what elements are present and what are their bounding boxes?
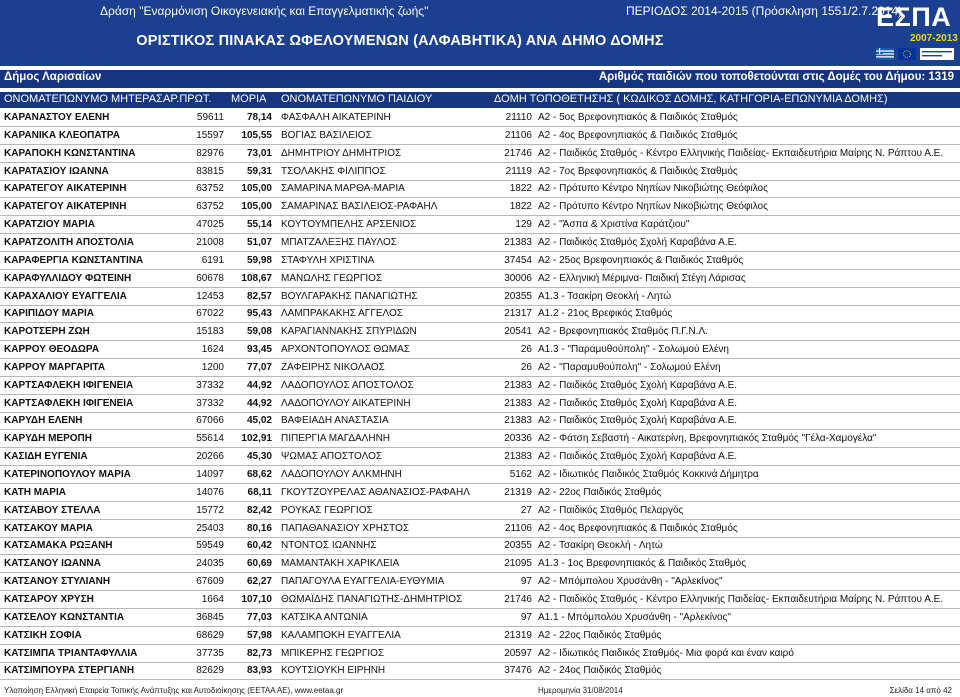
footer-page: Σελίδα 14 από 42 [889, 686, 952, 695]
structure-code: 21383 [504, 379, 532, 391]
protocol-number: 82976 [196, 147, 224, 159]
table-row [0, 235, 960, 251]
structure-code: 20336 [504, 433, 532, 445]
child-name: ΚΑΡΑΓΙΑΝΝΑΚΗΣ ΣΠΥΡΙΔΩΝ [281, 326, 417, 338]
structure-name: Α2 - 24ος Παιδικός Σταθμός [538, 665, 662, 677]
child-name: ΜΑΜΑΝΤΑΚΗ ΧΑΡΙΚΛΕΙΑ [281, 558, 400, 570]
row-divider [0, 394, 960, 395]
structure-name: Α2 - 22ος Παιδικός Σταθμός [538, 629, 662, 641]
child-name: ΚΟΥΤΣΙΟΥΚΗ ΕΙΡΗΝΗ [281, 665, 386, 677]
structure-code: 97 [520, 576, 532, 588]
mother-name: ΚΑΡΥΔΗ ΜΕΡΟΠΗ [4, 433, 92, 445]
points: 82,73 [246, 647, 272, 659]
structure-name: Α2 - Φάτση Σεβαστή - Αικατερίνη, Βρεφονηπιακός Σταθμός "Γέλα-Χαμογέλα" [538, 433, 877, 445]
structure-name: Α2 - Μπόμπολου Χρυσάνθη - "Αρλεκίνος" [538, 576, 723, 588]
points: 44,92 [246, 379, 272, 391]
period-text: ΠΕΡΙΟΔΟΣ 2014-2015 (Πρόσκληση 1551/2.7.2014) [626, 4, 903, 18]
structure-code: 21106 [504, 129, 532, 141]
points: 45,02 [246, 415, 272, 427]
structure-name: Α1.1 - Μπόμπολου Χρυσάνθη - "Αρλεκίνος" [538, 611, 731, 623]
table-row [0, 592, 960, 608]
points: 62,27 [246, 576, 272, 588]
mother-name: ΚΑΡΑΠΟΚΗ ΚΩΝΣΤΑΝΤΙΝΑ [4, 147, 136, 159]
structure-code: 21119 [505, 165, 532, 177]
mother-name: ΚΑΤΣΑΝΟΥ ΙΩΑΝΝΑ [4, 558, 101, 570]
mother-name: ΚΑΡΑΝΑΣΤΟΥ ΕΛΕΝΗ [4, 112, 110, 123]
row-divider [0, 144, 960, 145]
mother-name: ΚΑΡΤΣΑΦΛΕΚΗ ΙΦΙΓΕΝΕΙΑ [4, 379, 134, 391]
structure-name: Α2 - 4ος Βρεφονηπιακός & Παιδικός Σταθμός [538, 522, 738, 534]
child-name: ΦΑΣΦΑΛΗ ΑΙΚΑΤΕΡΙΝΗ [281, 112, 391, 123]
structure-code: 21095 [504, 558, 532, 570]
row-divider [0, 233, 960, 234]
points: 95,43 [246, 308, 272, 320]
child-name: ΜΑΝΩΛΗΣ ΓΕΩΡΓΙΟΣ [281, 272, 383, 284]
points: 59,08 [246, 326, 272, 338]
municipality-name: Δήμος Λαρισαίων [4, 71, 102, 83]
structure-code: 20541 [504, 326, 532, 338]
col-mother-name: ΟΝΟΜΑΤΕΠΩΝΥΜΟ ΜΗΤΕΡΑΣ [4, 93, 163, 105]
footer-left: Υλοποίηση Ελληνική Εταιρεία Τοπικής Ανάπτυξης και Αυτοδιοίκησης (ΕΕΤΑΑ ΑΕ), www.eetaa.gr [4, 686, 344, 695]
mother-name: ΚΑΡΙΠΙΔΟΥ ΜΑΡΙΑ [4, 308, 94, 320]
child-name: ΤΣΟΛΑΚΗΣ ΦΙΛΙΠΠΟΣ [281, 165, 386, 177]
protocol-number: 36845 [196, 611, 224, 623]
table-row [0, 378, 960, 394]
row-divider [0, 447, 960, 448]
child-name: ΜΠΙΚΕΡΗΣ ΓΕΩΡΓΙΟΣ [281, 647, 385, 659]
structure-name: Α1.3 - "Παραμυθούπολη" - Σολωμού Ελένη [538, 344, 729, 356]
protocol-number: 15597 [196, 129, 224, 141]
row-divider [0, 197, 960, 198]
protocol-number: 83815 [196, 165, 224, 177]
table-row [0, 217, 960, 233]
structure-code: 21319 [504, 629, 532, 641]
structure-code: 26 [520, 344, 532, 356]
table-row [0, 271, 960, 287]
structure-code: 21110 [505, 112, 532, 123]
protocol-number: 37332 [196, 379, 224, 391]
mother-name: ΚΑΤΣΑΒΟΥ ΣΤΕΛΛΑ [4, 504, 101, 516]
row-divider [0, 376, 960, 377]
structure-name: Α2 - Ιδιωτικός Παιδικός Σταθμός- Μια φορά και έναν καιρό [538, 647, 794, 659]
col-protocol: ΑΡ.ΠΡΩΤ. [163, 93, 212, 105]
row-divider [0, 626, 960, 627]
points: 45,30 [246, 451, 272, 463]
points: 59,98 [246, 254, 272, 266]
points: 93,45 [246, 344, 272, 356]
child-name: ΜΠΑΤΖΑΛΕΞΗΣ ΠΑΥΛΟΣ [281, 236, 397, 248]
mother-name: ΚΑΡΤΣΑΦΛΕΚΗ ΙΦΙΓΕΝΕΙΑ [4, 397, 134, 409]
child-name: ΒΑΦΕΙΑΔΗ ΑΝΑΣΤΑΣΙΑ [281, 415, 389, 427]
protocol-number: 60678 [196, 272, 224, 284]
points: 59,31 [246, 165, 272, 177]
points: 82,57 [246, 290, 272, 302]
child-name: ΠΑΠΑΓΟΥΛΑ ΕΥΑΓΓΕΛΙΑ-ΕΥΘΥΜΙΑ [281, 576, 445, 588]
row-divider [0, 554, 960, 555]
table-row [0, 289, 960, 305]
child-name: ΖΑΦΕΙΡΗΣ ΝΙΚΟΛΑΟΣ [281, 361, 385, 373]
protocol-number: 59549 [196, 540, 224, 552]
table-row [0, 503, 960, 519]
structure-code: 21746 [504, 147, 532, 159]
child-name: ΛΑΜΠΡΑΚΑΚΗΣ ΑΓΓΕΛΟΣ [281, 308, 403, 320]
structure-name: Α2 - 7ος Βρεφονηπιακός & Παιδικός Σταθμός [538, 165, 738, 177]
points: 57,98 [246, 629, 272, 641]
mother-name: ΚΑΤΕΡΙΝΟΠΟΥΛΟΥ ΜΑΡΙΑ [4, 469, 131, 480]
row-divider [0, 465, 960, 466]
structure-name: Α2 - Παιδικός Σταθμός Σχολή Καραβάνα Α.Ε. [538, 379, 738, 391]
table-row [0, 521, 960, 537]
mother-name: ΚΑΤΣΕΛΟΥ ΚΩΝΣΤΑΝΤΙΑ [4, 611, 125, 623]
structure-code: 21383 [504, 415, 532, 427]
espa-logo [872, 2, 958, 64]
structure-name: Α2 - 22ος Παιδικός Σταθμός [538, 486, 662, 498]
protocol-number: 37735 [196, 647, 224, 659]
protocol-number: 63752 [196, 183, 224, 195]
mother-name: ΚΑΤΗ ΜΑΡΙΑ [4, 486, 66, 498]
table-row [0, 396, 960, 412]
row-divider [0, 662, 960, 663]
structure-name: Α2 - Παιδικός Σταθμός Σχολή Καραβάνα Α.Ε. [538, 451, 738, 463]
page-footer [0, 684, 960, 697]
protocol-number: 15183 [196, 326, 224, 338]
protocol-number: 21008 [196, 236, 224, 248]
mother-name: ΚΑΤΣΙΚΗ ΣΟΦΙΑ [4, 629, 82, 641]
protocol-number: 20266 [196, 451, 224, 463]
mother-name: ΚΑΡΑΤΕΓΟΥ ΑΙΚΑΤΕΡΙΝΗ [4, 201, 127, 213]
row-divider [0, 483, 960, 484]
structure-code: 1822 [509, 183, 532, 195]
structure-name: Α1.2 - 21ος Βρεφικός Σταθμός [538, 308, 673, 320]
structure-name: Α2 - Παιδικός Σταθμός Πελαργός [538, 504, 684, 516]
row-divider [0, 679, 960, 680]
child-name: ΘΩΜΑΪΔΗΣ ΠΑΝΑΓΙΩΤΗΣ-ΔΗΜΗΤΡΙΟΣ [281, 593, 463, 605]
points: 68,62 [246, 469, 272, 480]
row-divider [0, 251, 960, 252]
table-row [0, 253, 960, 269]
child-name: ΚΑΤΣΙΚΑ ΑΝΤΩΝΙΑ [281, 611, 368, 623]
row-divider [0, 162, 960, 163]
mother-name: ΚΑΣΙΔΗ ΕΥΓΕΝΙΑ [4, 451, 88, 463]
table-row [0, 556, 960, 572]
protocol-number: 6191 [201, 254, 224, 266]
protocol-number: 63752 [196, 201, 224, 213]
page-title: ΟΡΙΣΤΙΚΟΣ ΠΙΝΑΚΑΣ ΩΦΕΛΟΥΜΕΝΩΝ (ΑΛΦΑΒΗΤΙΚΑ) ΑΝΑ ΔΗΜΟ ΔΟΜΗΣ [136, 33, 664, 49]
municipality-bar [0, 70, 960, 88]
child-name: ΠΑΠΑΘΑΝΑΣΙΟΥ ΧΡΗΣΤΟΣ [281, 522, 410, 534]
col-structure: ΔΟΜΗ ΤΟΠΟΘΕΤΗΣΗΣ ( ΚΩΔΙΚΟΣ ΔΟΜΗΣ, ΚΑΤΗΓΟΡΙΑ-ΕΠΩΝΥΜΙΑ ΔΟΜΗΣ) [494, 93, 888, 105]
protocol-number: 67066 [196, 415, 224, 427]
table-row [0, 663, 960, 679]
points: 107,10 [241, 593, 272, 605]
mother-name: ΚΑΤΣΑΚΟΥ ΜΑΡΙΑ [4, 522, 93, 534]
table-row [0, 306, 960, 322]
col-child-name: ΟΝΟΜΑΤΕΠΩΝΥΜΟ ΠΑΙΔΙΟΥ [281, 93, 433, 105]
points: 83,93 [246, 665, 272, 677]
mother-name: ΚΑΡΑΤΖΟΛΙΤΗ ΑΠΟΣΤΟΛΙΑ [4, 236, 135, 248]
row-divider [0, 590, 960, 591]
child-name: ΚΟΥΤΟΥΜΠΕΛΗΣ ΑΡΣΕΝΙΟΣ [281, 219, 417, 231]
structure-name: Α2 - Τσακίρη Θεοκλή - Λητώ [538, 540, 663, 552]
protocol-number: 25403 [196, 522, 224, 534]
structure-code: 1822 [509, 201, 532, 213]
child-name: ΛΑΔΟΠΟΥΛΟΥ ΑΛΚΜΗΝΗ [281, 469, 402, 480]
flags-icon [876, 48, 956, 60]
child-name: ΡΟΥΚΑΣ ΓΕΩΡΓΙΟΣ [281, 504, 373, 516]
structure-code: 20597 [504, 647, 532, 659]
mother-name: ΚΑΤΣΑΜΑΚΑ ΡΩΞΑΝΗ [4, 540, 113, 552]
child-name: ΨΩΜΑΣ ΑΠΟΣΤΟΛΟΣ [281, 451, 383, 463]
mother-name: ΚΑΤΣΑΝΟΥ ΣΤΥΛΙΑΝΗ [4, 576, 111, 588]
row-divider [0, 644, 960, 645]
structure-name: Α2 - Ελληνική Μέριμνα- Παιδική Στέγη Λάρισας [538, 272, 746, 284]
table-row [0, 199, 960, 215]
protocol-number: 68629 [196, 629, 224, 641]
structure-code: 21383 [504, 397, 532, 409]
footer-date: Ημερομηνία 31/08/2014 [538, 686, 623, 695]
protocol-number: 15772 [196, 504, 224, 516]
protocol-number: 37332 [196, 397, 224, 409]
structure-code: 21746 [504, 593, 532, 605]
mother-name: ΚΑΡΡΟΥ ΜΑΡΓΑΡΙΤΑ [4, 361, 106, 373]
table-row [0, 128, 960, 144]
mother-name: ΚΑΡΑΧΑΛΙΟΥ ΕΥΑΓΓΕΛΙΑ [4, 290, 127, 302]
structure-code: 21383 [504, 451, 532, 463]
mother-name: ΚΑΡΑΤΑΣΙΟΥ ΙΩΑΝΝΑ [4, 165, 109, 177]
structure-name: Α2 - 5ος Βρεφονηπιακός & Παιδικός Σταθμός [538, 112, 738, 123]
child-name: ΠΙΠΕΡΓΙΑ ΜΑΓΔΑΛΗΝΗ [281, 433, 391, 445]
structure-name: Α2 - Βρεφονηπιακός Σταθμός Π.Γ.Ν.Λ. [538, 326, 708, 338]
table-row [0, 574, 960, 590]
points: 78,14 [246, 112, 272, 123]
structure-code: 5162 [509, 469, 532, 480]
structure-name: Α2 - Παιδικός Σταθμός - Κέντρο Ελληνικής Παιδείας- Εκπαιδευτήρια Μαίρης Ν. Ράπτου Α.Ε. [538, 593, 944, 605]
protocol-number: 24035 [196, 558, 224, 570]
child-name: ΣΤΑΦΥΛΗ ΧΡΙΣΤΙΝΑ [281, 254, 375, 266]
row-divider [0, 412, 960, 413]
mother-name: ΚΑΡΡΟΥ ΘΕΟΔΩΡΑ [4, 344, 100, 356]
points: 51,07 [246, 236, 272, 248]
structure-name: Α2 - Πρότυπο Κέντρο Νηπίων Νικοβιώτης Θεόφιλος [538, 183, 768, 195]
row-divider [0, 608, 960, 609]
row-divider [0, 501, 960, 502]
row-divider [0, 215, 960, 216]
points: 108,67 [241, 272, 272, 284]
col-points: ΜΟΡΙΑ [231, 93, 267, 105]
structure-name: Α2 - "Παραμυθούπολη" - Σολωμού Ελένη [538, 361, 721, 373]
mother-name: ΚΑΡΑΝΙΚΑ ΚΛΕΟΠΑΤΡΑ [4, 129, 121, 141]
row-divider [0, 322, 960, 323]
row-divider [0, 537, 960, 538]
table-row [0, 646, 960, 662]
table-row [0, 110, 960, 126]
row-divider [0, 180, 960, 181]
table-row [0, 360, 960, 376]
row-divider [0, 519, 960, 520]
mother-name: ΚΑΡΟΤΣΕΡΗ ΖΩΗ [4, 326, 90, 338]
mother-name: ΚΑΡΑΤΖΙΟΥ ΜΑΡΙΑ [4, 219, 95, 231]
table-row [0, 449, 960, 465]
points: 55,14 [246, 219, 272, 231]
table-row [0, 164, 960, 180]
logo-years: 2007-2013 [910, 33, 958, 44]
points: 105,00 [241, 201, 272, 213]
points: 44,92 [246, 397, 272, 409]
children-count: Αριθμός παιδιών που τοποθετούνται στις Δομές του Δήμου: 1319 [598, 71, 954, 83]
table-row [0, 324, 960, 340]
protocol-number: 14097 [196, 469, 224, 480]
child-name: ΛΑΔΟΠΟΥΛΟΥ ΑΙΚΑΤΕΡΙΝΗ [281, 397, 411, 409]
protocol-number: 82629 [196, 665, 224, 677]
logo-text: ΕΣΠΑ [876, 2, 952, 32]
child-name: ΛΑΔΟΠΟΥΛΟΣ ΑΠΟΣΤΟΛΟΣ [281, 379, 414, 391]
points: 105,55 [241, 129, 272, 141]
structure-code: 21317 [504, 308, 532, 320]
structure-name: Α2 - Παιδικός Σταθμός - Κέντρο Ελληνικής Παιδείας- Εκπαιδευτήρια Μαίρης Ν. Ράπτου Α.Ε. [538, 147, 944, 159]
table-row [0, 181, 960, 197]
protocol-number: 47025 [196, 219, 224, 231]
structure-name: Α2 - Παιδικός Σταθμός Σχολή Καραβάνα Α.Ε. [538, 236, 738, 248]
table-row [0, 485, 960, 501]
row-divider [0, 126, 960, 127]
points: 68,11 [247, 486, 272, 498]
points: 105,00 [241, 183, 272, 195]
table-row [0, 610, 960, 626]
child-name: ΑΡΧΟΝΤΟΠΟΥΛΟΣ ΘΩΜΑΣ [281, 344, 410, 356]
protocol-number: 55614 [196, 433, 224, 445]
child-name: ΣΑΜΑΡΙΝΑ ΜΑΡΘΑ-ΜΑΡΙΑ [281, 183, 405, 195]
child-name: ΣΑΜΑΡΙΝΑΣ ΒΑΣΙΛΕΙΟΣ-ΡΑΦΑΗΛ [281, 201, 438, 213]
row-divider [0, 305, 960, 306]
mother-name: ΚΑΡΑΦΥΛΛΙΔΟΥ ΦΩΤΕΙΝΗ [4, 272, 132, 284]
row-divider [0, 269, 960, 270]
structure-code: 37454 [504, 254, 532, 266]
structure-name: Α2 - Πρότυπο Κέντρο Νηπίων Νικοβιώτης Θεόφιλος [538, 201, 768, 213]
structure-code: 27 [520, 504, 532, 516]
structure-code: 20355 [504, 540, 532, 552]
row-divider [0, 358, 960, 359]
row-divider [0, 572, 960, 573]
table-row [0, 467, 960, 483]
structure-name: Α2 - 4ος Βρεφονηπιακός & Παιδικός Σταθμός [538, 129, 738, 141]
structure-name: Α2 - Ιδιωτικός Παιδικός Σταθμός Κοκκινά Δήμητρα [538, 469, 759, 480]
protocol-number: 1200 [201, 361, 224, 373]
structure-code: 21383 [504, 236, 532, 248]
structure-code: 21106 [504, 522, 532, 534]
program-text: Δράση "Εναρμόνιση Οικογενειακής και Επαγγελματικής ζωής" [100, 4, 429, 18]
table-row [0, 146, 960, 162]
child-name: ΚΑΛΑΜΠΟΚΗ ΕΥΑΓΓΕΛΙΑ [281, 629, 401, 641]
row-divider [0, 340, 960, 341]
points: 60,69 [246, 558, 272, 570]
mother-name: ΚΑΤΣΙΜΠΑ ΤΡΙΑΝΤΑΦΥΛΛΙΑ [4, 647, 138, 659]
child-name: ΓΚΟΥΤΖΟΥΡΕΛΑΣ ΑΘΑΝΑΣΙΟΣ-ΡΑΦΑΗΛ [281, 486, 470, 498]
structure-name: Α2 - "Άσπα & Χριστίνα Καράτζιου" [538, 219, 690, 231]
mother-name: ΚΑΤΣΑΡΟΥ ΧΡΥΣΗ [4, 593, 94, 605]
points: 77,07 [246, 361, 272, 373]
child-name: ΝΤΟΝΤΟΣ ΙΩΑΝΝΗΣ [281, 540, 377, 552]
protocol-number: 67022 [196, 308, 224, 320]
structure-code: 20355 [504, 290, 532, 302]
child-name: ΒΟΓΙΑΣ ΒΑΣΙΛΕΙΟΣ [281, 129, 372, 141]
mother-name: ΚΑΤΣΙΜΠΟΥΡΑ ΣΤΕΡΓΙΑΝΗ [4, 665, 135, 677]
protocol-number: 67609 [196, 576, 224, 588]
mother-name: ΚΑΡΑΦΕΡΓΙΑ ΚΩΝΣΤΑΝΤΙΝΑ [4, 254, 144, 266]
table-header [0, 92, 960, 108]
points: 82,42 [246, 504, 272, 516]
points: 77,03 [246, 611, 272, 623]
child-name: ΔΗΜΗΤΡΙΟΥ ΔΗΜΗΤΡΙΟΣ [281, 147, 402, 159]
table-row [0, 538, 960, 554]
protocol-number: 14076 [196, 486, 224, 498]
structure-name: Α2 - Παιδικός Σταθμός Σχολή Καραβάνα Α.Ε. [538, 415, 738, 427]
mother-name: ΚΑΡΑΤΕΓΟΥ ΑΙΚΑΤΕΡΙΝΗ [4, 183, 127, 195]
points: 60,42 [246, 540, 272, 552]
structure-code: 21319 [504, 486, 532, 498]
structure-name: Α2 - Παιδικός Σταθμός Σχολή Καραβάνα Α.Ε. [538, 397, 738, 409]
protocol-number: 1624 [201, 344, 224, 356]
child-name: ΒΟΥΛΓΑΡΑΚΗΣ ΠΑΝΑΓΙΩΤΗΣ [281, 290, 418, 302]
points: 102,91 [241, 433, 272, 445]
protocol-number: 59611 [196, 112, 224, 123]
page-header-band [0, 0, 960, 66]
table-row [0, 342, 960, 358]
structure-code: 26 [520, 361, 532, 373]
protocol-number: 12453 [196, 290, 224, 302]
table-row [0, 628, 960, 644]
row-divider [0, 429, 960, 430]
table-row [0, 431, 960, 447]
table-row [0, 413, 960, 429]
structure-code: 30006 [504, 272, 532, 284]
row-divider [0, 287, 960, 288]
structure-code: 37476 [504, 665, 532, 677]
mother-name: ΚΑΡΥΔΗ ΕΛΕΝΗ [4, 415, 83, 427]
protocol-number: 1664 [201, 593, 224, 605]
structure-code: 97 [520, 611, 532, 623]
structure-name: Α1.3 - Τσακίρη Θεοκλή - Λητώ [538, 290, 672, 302]
points: 80,16 [246, 522, 272, 534]
points: 73,01 [246, 147, 272, 159]
structure-name: Α2 - 25ος Βρεφονηπιακός & Παιδικός Σταθμός [538, 254, 744, 266]
structure-name: Α1.3 - 1ος Βρεφονηπιακός & Παιδικός Σταθμός [538, 558, 747, 570]
structure-code: 129 [515, 219, 532, 231]
